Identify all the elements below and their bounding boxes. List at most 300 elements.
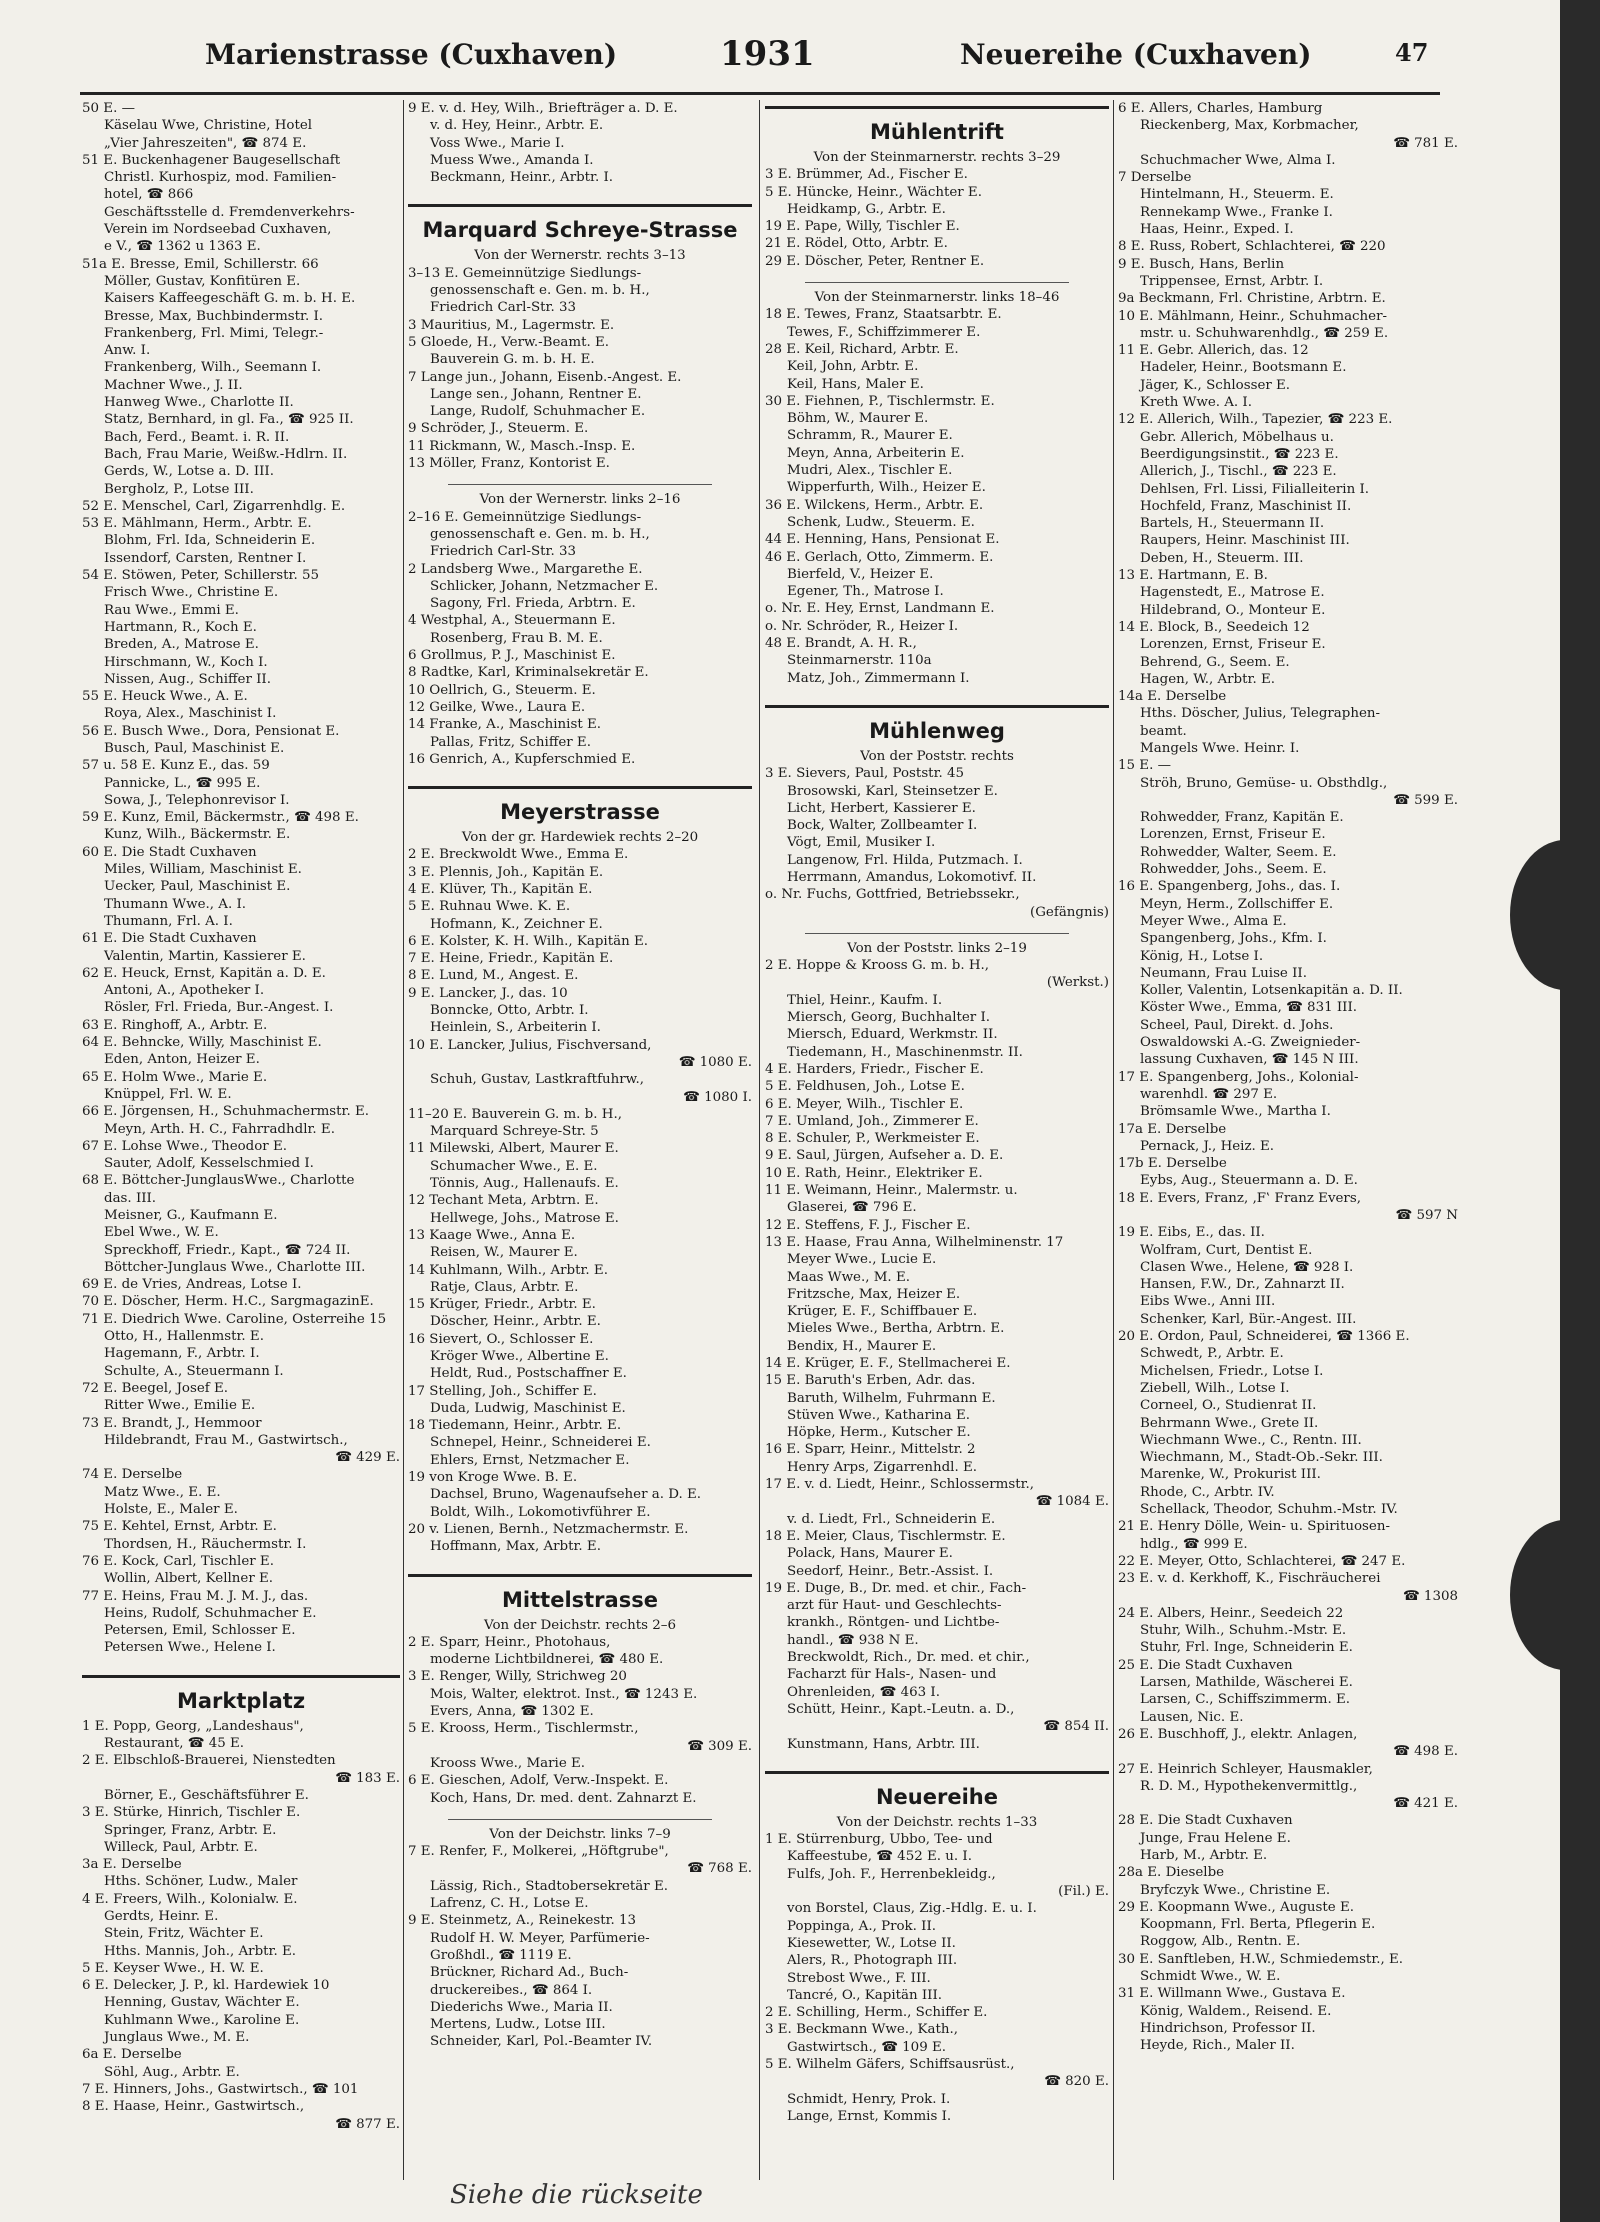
house-entry: 16 Sievert, O., Schlosser E. [408,1331,594,1347]
entry-continuation: ☎ 597 N [1395,1208,1458,1223]
resident-entry: Lausen, Nic. E. [1140,1709,1244,1725]
house-entry: 6 E. Allers, Charles, Hamburg [1118,101,1323,116]
resident-entry: Nissen, Aug., Schiffer II. [104,671,271,687]
entry-continuation: ☎ 498 E. [1393,1744,1458,1760]
resident-entry: Schellack, Theodor, Schuhm.-Mstr. IV. [1140,1502,1398,1518]
resident-entry: Börner, E., Geschäftsführer E. [104,1787,309,1803]
resident-entry: Bauverein G. m. b. H. E. [430,352,595,368]
street-heading: Meyerstrasse [408,786,752,829]
house-entry: 8 E. Russ, Robert, Schlachterei, ☎ 220 [1118,239,1386,255]
resident-entry: Boldt, Wilh., Lokomotivführer E. [430,1504,651,1520]
resident-entry: Junge, Frau Helene E. [1140,1830,1291,1846]
house-entry: 21 E. Henry Dölle, Wein- u. Spirituosen- [1118,1519,1390,1535]
resident-entry: Rösler, Frl. Frieda, Bur.-Angest. I. [104,1000,334,1016]
resident-entry: Frankenberg, Wilh., Seemann I. [104,360,322,376]
resident-entry: Eden, Anton, Heizer E. [104,1052,260,1068]
resident-entry: Pallas, Fritz, Schiffer E. [430,734,591,750]
resident-entry: Meyer Wwe., Alma E. [1140,913,1287,929]
resident-entry: Kiesewetter, W., Lotse II. [787,1935,956,1951]
resident-entry: Beerdigungsinstit., ☎ 223 E. [1140,446,1339,462]
resident-entry: Wiechmann, M., Stadt-Ob.-Sekr. III. [1140,1450,1383,1466]
entry-continuation: ☎ 183 E. [335,1770,400,1786]
resident-entry: Eybs, Aug., Steuermann a. D. E. [1140,1173,1358,1189]
resident-entry: Lorenzen, Ernst, Friseur E. [1140,637,1326,653]
resident-entry: Marquard Schreye-Str. 5 [430,1124,599,1140]
resident-entry: Gastwirtsch., ☎ 109 E. [787,2039,947,2055]
house-entry: 27 E. Heinrich Schleyer, Hausmakler, [1118,1761,1373,1777]
resident-entry: Christl. Kurhospiz, mod. Familien- [104,170,337,186]
house-entry: 65 E. Holm Wwe., Marie E. [82,1069,268,1085]
resident-entry: Heins, Rudolf, Schuhmacher E. [104,1605,317,1621]
house-entry: 19 E. Eibs, E., das. II. [1118,1225,1265,1241]
resident-entry: Lässig, Rich., Stadtobersekretär E. [430,1878,668,1894]
house-entry: 6 E. Meyer, Wilh., Tischler E. [765,1096,964,1112]
resident-entry: Schuh, Gustav, Lastkraftfuhrw., [430,1072,645,1088]
resident-entry: Mudri, Alex., Tischler E. [787,463,953,479]
resident-entry: Meyer Wwe., Lucie E. [787,1252,937,1268]
house-entry: 2 E. Schilling, Herm., Schiffer E. [765,2005,988,2021]
resident-entry: Hellwege, Johs., Matrose E. [430,1210,619,1226]
house-entry: 5 E. Feldhusen, Joh., Lotse E. [765,1079,965,1095]
section-note: Von der Deichstr. rechts 2–6 [484,1617,676,1633]
resident-entry: Junglaus Wwe., M. E. [104,2030,250,2046]
house-entry: 1 E. Popp, Georg, „Landeshaus", [82,1718,304,1734]
resident-entry: Anw. I. [104,343,151,359]
column-divider [1113,100,1114,2180]
house-entry: 5 E. Hüncke, Heinr., Wächter E. [765,184,982,200]
resident-entry: Keil, John, Arbtr. E. [787,359,919,375]
resident-entry: Evers, Anna, ☎ 1302 E. [430,1704,594,1720]
resident-entry: Petersen Wwe., Helene I. [104,1640,276,1656]
resident-entry: Haas, Heinr., Exped. I. [1140,222,1294,238]
resident-entry: Breckwoldt, Rich., Dr. med. et chir., [787,1650,1030,1666]
house-entry: 52 E. Menschel, Carl, Zigarrenhdlg. E. [82,498,346,514]
resident-entry: Hansen, F.W., Dr., Zahnarzt II. [1140,1277,1345,1293]
house-entry: o. Nr. E. Hey, Ernst, Landmann E. [765,601,995,617]
street-heading: Marktplatz [82,1675,400,1718]
resident-entry: Schmidt, Henry, Prok. I. [787,2091,951,2107]
resident-entry: Sagony, Frl. Frieda, Arbtrn. E. [430,596,636,612]
entry-continuation: ☎ 854 II. [1043,1719,1109,1735]
house-entry: 77 E. Heins, Frau M. J. M. J., das. [82,1588,309,1604]
resident-entry: Glaserei, ☎ 796 E. [787,1200,917,1216]
house-entry: 5 E. Ruhnau Wwe. K. E. [408,899,571,915]
entry-continuation: ☎ 309 E. [687,1738,752,1754]
resident-entry: Keil, Hans, Maler E. [787,376,924,392]
resident-entry: Polack, Hans, Maurer E. [787,1546,953,1562]
house-entry: 9 E. v. d. Hey, Wilh., Briefträger a. D. E. [408,101,678,116]
house-entry: 3 E. Renger, Willy, Strichweg 20 [408,1669,627,1685]
resident-entry: Frisch Wwe., Christine E. [104,585,279,601]
resident-entry: Wiechmann Wwe., C., Rentn. III. [1140,1432,1362,1448]
resident-entry: Geschäftsstelle d. Fremdenverkehrs- [104,204,355,220]
house-entry: 28a E. Dieselbe [1118,1865,1225,1881]
resident-entry: Lafrenz, C. H., Lotse E. [430,1896,589,1912]
house-entry: 73 E. Brandt, J., Hemmoor [82,1415,262,1431]
house-entry: o. Nr. Fuchs, Gottfried, Betriebssekr., [765,887,1020,903]
resident-entry: das. III. [104,1190,157,1206]
resident-entry: Rau Wwe., Emmi E. [104,602,239,618]
house-entry: 9 Schröder, J., Steuerm. E. [408,421,589,437]
resident-entry: Schenk, Ludw., Steuerm. E. [787,514,975,530]
resident-entry: hotel, ☎ 866 [104,187,194,203]
resident-entry: Koller, Valentin, Lotsenkapitän a. D. II. [1140,983,1403,999]
resident-entry: Machner Wwe., J. II. [104,377,243,393]
resident-entry: Vögt, Emil, Musiker I. [787,835,936,851]
resident-entry: Friedrich Carl-Str. 33 [430,544,577,560]
house-entry: 62 E. Heuck, Ernst, Kapitän a. D. E. [82,965,326,981]
resident-entry: Bock, Walter, Zollbeamter I. [787,818,978,834]
house-entry: 6 E. Delecker, J. P., kl. Hardewiek 10 [82,1978,330,1994]
resident-entry: Rhode, C., Arbtr. IV. [1140,1484,1275,1500]
resident-entry: Mois, Walter, elektrot. Inst., ☎ 1243 E. [430,1686,698,1702]
binder-hole [1510,1520,1560,1670]
resident-entry: Allerich, J., Tischl., ☎ 223 E. [1140,464,1337,480]
house-entry: 16 E. Spangenberg, Johs., das. I. [1118,879,1341,895]
entry-continuation: ☎ 1080 I. [683,1089,752,1105]
resident-entry: Rosenberg, Frau B. M. E. [430,630,603,646]
house-entry: 61 E. Die Stadt Cuxhaven [82,931,257,947]
section-note: Von der gr. Hardewiek rechts 2–20 [461,830,699,846]
house-entry: 9 E. Steinmetz, A., Reinekestr. 13 [408,1913,637,1929]
resident-entry: Hagen, W., Arbtr. E. [1140,671,1275,687]
resident-entry: Wipperfurth, Wilh., Heizer E. [787,480,986,496]
house-entry: 14 Franke, A., Maschinist E. [408,717,602,733]
resident-entry: Hochfeld, Franz, Maschinist II. [1140,498,1352,514]
resident-entry: Hagenstedt, E., Matrose E. [1140,585,1325,601]
resident-entry: Langenow, Frl. Hilda, Putzmach. I. [787,852,1023,868]
house-entry: 7 E. Heine, Friedr., Kapitän E. [408,951,614,967]
house-entry: 29 E. Koopmann Wwe., Auguste E. [1118,1899,1354,1915]
house-entry: 1 E. Stürrenburg, Ubbo, Tee- und [765,1832,993,1848]
resident-entry: Rohwedder, Johs., Seem. E. [1140,862,1327,878]
house-entry: 5 Gloede, H., Verw.-Beamt. E. [408,334,609,350]
resident-entry: Bryfczyk Wwe., Christine E. [1140,1882,1331,1898]
resident-entry: Spreckhoff, Friedr., Kapt., ☎ 724 II. [104,1242,351,1258]
house-entry: 30 E. Sanftleben, H.W., Schmiedemstr., E. [1118,1951,1404,1967]
house-entry: 64 E. Behncke, Willy, Maschinist E. [82,1035,322,1051]
resident-entry: Schneider, Karl, Pol.-Beamter IV. [430,2034,653,2050]
street-heading: Mittelstrasse [408,1574,752,1617]
house-entry: 21 E. Rödel, Otto, Arbtr. E. [765,236,948,252]
resident-entry: Böhm, W., Maurer E. [787,411,929,427]
resident-entry: Möller, Gustav, Konfitüren E. [104,273,301,289]
resident-entry: Thumann Wwe., A. I. [104,896,247,912]
house-entry: 12 Techant Meta, Arbtrn. E. [408,1193,599,1209]
resident-entry: Schnepel, Heinr., Schneiderei E. [430,1435,651,1451]
resident-entry: Eibs Wwe., Anni III. [1140,1294,1276,1310]
resident-entry: Hintelmann, H., Steuerm. E. [1140,187,1334,203]
binder-hole [1510,840,1560,990]
house-entry: 14 E. Krüger, E. F., Stellmacherei E. [765,1356,1011,1371]
resident-entry: Lange, Rudolf, Schuhmacher E. [430,404,646,420]
column-1 [82,100,400,2133]
resident-entry: Scheel, Paul, Direkt. d. Johs. [1140,1017,1334,1033]
resident-entry: Pernack, J., Heiz. E. [1140,1138,1275,1154]
house-entry: 11 E. Weimann, Heinr., Malermstr. u. [765,1183,1018,1199]
house-entry: 72 E. Beegel, Josef E. [82,1380,229,1396]
resident-entry: Hagemann, F., Arbtr. I. [104,1346,260,1362]
house-entry: 7 E. Renfer, F., Molkerei, „Höftgrube", [408,1844,669,1860]
resident-entry: Michelsen, Friedr., Lotse I. [1140,1363,1324,1379]
resident-entry: Bresse, Max, Buchbindermstr. I. [104,308,324,324]
house-entry: 11 Milewski, Albert, Maurer E. [408,1141,619,1157]
house-entry: 8 E. Schuler, P., Werkmeister E. [765,1131,980,1147]
resident-entry: Dehlsen, Frl. Lissi, Filialleiterin I. [1140,481,1370,497]
house-entry: 2–16 E. Gemeinnützige Siedlungs- [408,509,642,525]
street-heading: Neuereihe [765,1771,1109,1814]
resident-entry: e V., ☎ 1362 u 1363 E. [104,239,261,255]
house-entry: 55 E. Heuck Wwe., A. E. [82,689,248,705]
house-entry: 12 Geilke, Wwe., Laura E. [408,699,586,715]
resident-entry: Heldt, Rud., Postschaffner E. [430,1366,627,1382]
resident-entry: Thiel, Heinr., Kaufm. I. [787,992,943,1008]
house-entry: 7 E. Hinners, Johs., Gastwirtsch., ☎ 101 [82,2081,359,2097]
resident-entry: moderne Lichtbildnerei, ☎ 480 E. [430,1652,664,1668]
resident-entry: Kunz, Wilh., Bäckermstr. E. [104,827,291,843]
house-entry: 11 E. Gebr. Allerich, das. 12 [1118,343,1309,359]
resident-entry: Stüven Wwe., Katharina E. [787,1407,971,1423]
house-entry: 5 E. Wilhelm Gäfers, Schiffsausrüst., [765,2056,1015,2072]
house-entry: 5 E. Keyser Wwe., H. W. E. [82,1960,264,1976]
resident-entry: Herrmann, Amandus, Lokomotivf. II. [787,869,1037,885]
house-entry: 31 E. Willmann Wwe., Gustava E. [1118,1986,1346,2002]
house-entry: 16 E. Sparr, Heinr., Mittelstr. 2 [765,1442,976,1458]
house-entry: 14 E. Block, B., Seedeich 12 [1118,619,1310,635]
resident-entry: Hindrichson, Professor II. [1140,2020,1316,2036]
house-entry: 2 E. Sparr, Heinr., Photohaus, [408,1634,611,1650]
resident-entry: Bach, Frau Marie, Weißw.-Hdlrn. II. [104,446,348,462]
entry-continuation: (Gefängnis) [1030,904,1109,920]
entry-continuation: ☎ 429 E. [335,1450,400,1466]
house-entry: 2 E. Hoppe & Krooss G. m. b. H., [765,958,990,974]
resident-entry: Springer, Franz, Arbtr. E. [104,1822,277,1838]
resident-entry: Duda, Ludwig, Maschinist E. [430,1400,626,1416]
resident-entry: Schmidt Wwe., W. E. [1140,1969,1281,1985]
house-entry: 48 E. Brandt, A. H. R., [765,636,917,652]
resident-entry: Deben, H., Steuerm. III. [1140,550,1304,566]
resident-entry: Otto, H., Hallenmstr. E. [104,1329,264,1345]
entry-continuation: ☎ 877 E. [335,2116,400,2132]
house-entry: 56 E. Busch Wwe., Dora, Pensionat E. [82,723,340,739]
resident-entry: Stein, Fritz, Wächter E. [104,1926,264,1942]
resident-entry: Reisen, W., Maurer E. [430,1245,578,1261]
street-heading: Mühlenweg [765,705,1109,748]
house-entry: 19 von Kroge Wwe. B. E. [408,1470,578,1486]
resident-entry: Kaffeestube, ☎ 452 E. u. I. [787,1849,972,1865]
resident-entry: Schramm, R., Maurer E. [787,428,953,444]
house-entry: 11 Rickmann, W., Masch.-Insp. E. [408,438,636,454]
resident-entry: Pannicke, L., ☎ 995 E. [104,775,261,791]
resident-entry: Meyn, Herm., Zollschiffer E. [1140,896,1334,912]
resident-entry: Rudolf H. W. Meyer, Parfümerie- [430,1930,650,1946]
resident-entry: Fritzsche, Max, Heizer E. [787,1286,961,1302]
house-entry: 3 E. Beckmann Wwe., Kath., [765,2022,959,2038]
house-entry: 2 E. Elbschloß-Brauerei, Nienstedten [82,1753,336,1769]
resident-entry: Behrend, G., Seem. E. [1140,654,1290,670]
resident-entry: Blohm, Frl. Ida, Schneiderin E. [104,533,316,549]
resident-entry: Tewes, F., Schiffzimmerer E. [787,324,981,340]
resident-entry: Hanweg Wwe., Charlotte II. [104,395,294,411]
house-entry: 6 E. Gieschen, Adolf, Verw.-Inspekt. E. [408,1773,669,1789]
resident-entry: Kröger Wwe., Albertine E. [430,1349,609,1364]
house-entry: 71 E. Diedrich Wwe. Caroline, Osterreihe 15 [82,1311,387,1327]
resident-entry: Schuchmacher Wwe, Alma I. [1140,152,1336,168]
resident-entry: Bach, Ferd., Beamt. i. R. II. [104,429,290,445]
house-entry: 18 Tiedemann, Heinr., Arbtr. E. [408,1418,622,1434]
resident-entry: Egener, Th., Matrose I. [787,584,944,600]
house-entry: 8 E. Lund, M., Angest. E. [408,968,579,984]
resident-entry: Roggow, Alb., Rentn. E. [1140,1934,1301,1950]
section-note: Von der Poststr. links 2–19 [805,933,1069,957]
house-entry: 9 E. Busch, Hans, Berlin [1118,256,1285,272]
resident-entry: Mertens, Ludw., Lotse III. [430,2017,606,2033]
house-entry: 46 E. Gerlach, Otto, Zimmerm. E. [765,549,994,565]
resident-entry: Henry Arps, Zigarrenhdl. E. [787,1459,977,1475]
header-left-street: Marienstrasse (Cuxhaven) [205,38,618,71]
house-entry: 10 E. Mählmann, Heinr., Schuhmacher- [1118,308,1388,324]
resident-entry: Miersch, Georg, Buchhalter I. [787,1010,990,1026]
resident-entry: Brosowski, Karl, Steinsetzer E. [787,783,998,799]
house-entry: 75 E. Kehtel, Ernst, Arbtr. E. [82,1519,277,1535]
resident-entry: Miersch, Eduard, Werkmstr. II. [787,1027,998,1043]
house-entry: 20 E. Ordon, Paul, Schneiderei, ☎ 1366 E. [1118,1329,1410,1345]
resident-entry: Döscher, Heinr., Arbtr. E. [430,1314,601,1330]
resident-entry: Stuhr, Wilh., Schuhm.-Mstr. E. [1140,1623,1347,1639]
house-entry: 22 E. Meyer, Otto, Schlachterei, ☎ 247 E. [1118,1553,1406,1569]
house-entry: 15 E. — [1118,758,1171,774]
resident-entry: Schlicker, Johann, Netzmacher E. [430,578,659,594]
resident-entry: Kunstmann, Hans, Arbtr. III. [787,1736,980,1752]
house-entry: 17 Stelling, Joh., Schiffer E. [408,1383,597,1399]
resident-entry: „Vier Jahreszeiten", ☎ 874 E. [104,135,307,151]
resident-entry: Ehlers, Ernst, Netzmacher E. [430,1452,630,1468]
resident-entry: Fulfs, Joh. F., Herrenbekleidg., [787,1866,996,1882]
resident-entry: Jäger, K., Schlosser E. [1140,377,1291,393]
resident-entry: Gerdts, Heinr. E. [104,1908,219,1924]
house-entry: 29 E. Döscher, Peter, Rentner E. [765,253,985,269]
resident-entry: Hartmann, R., Koch E. [104,619,257,635]
house-entry: 51 E. Buckenhagener Baugesellschaft [82,152,341,168]
house-entry: 54 E. Stöwen, Peter, Schillerstr. 55 [82,568,320,584]
house-entry: 19 E. Pape, Willy, Tischler E. [765,219,960,235]
entry-continuation: (Fil.) E. [1058,1884,1109,1900]
resident-entry: Stuhr, Frl. Inge, Schneiderin E. [1140,1640,1353,1656]
house-entry: 23 E. v. d. Kerkhoff, K., Fischräucherei [1118,1571,1381,1587]
house-entry: 3 E. Stürke, Hinrich, Tischler E. [82,1805,301,1821]
handwritten-note: Siehe die rückseite [450,2180,703,2210]
resident-entry: Matz Wwe., E. E. [104,1484,221,1500]
resident-entry: Ratje, Claus, Arbtr. E. [430,1279,579,1295]
resident-entry: Miles, William, Maschinist E. [104,862,302,878]
house-entry: 3 E. Sievers, Paul, Poststr. 45 [765,766,965,782]
house-entry: 3–13 E. Gemeinnützige Siedlungs- [408,265,642,281]
resident-entry: Statz, Bernhard, in gl. Fa., ☎ 925 II. [104,412,354,428]
house-entry: 4 E. Klüver, Th., Kapitän E. [408,881,593,897]
resident-entry: Knüppel, Frl. W. E. [104,1086,232,1102]
house-entry: 14 Kuhlmann, Wilh., Arbtr. E. [408,1262,608,1278]
resident-entry: Hths. Döscher, Julius, Telegraphen- [1140,706,1381,722]
resident-entry: Uecker, Paul, Maschinist E. [104,879,291,895]
house-entry: 13 Kaage Wwe., Anna E. [408,1227,576,1243]
resident-entry: genossenschaft e. Gen. m. b. H., [430,283,650,299]
resident-entry: Hadeler, Heinr., Bootsmann E. [1140,360,1347,376]
section-note: Von der Wernerstr. links 2–16 [448,484,712,508]
house-entry: 53 E. Mählmann, Herm., Arbtr. E. [82,516,312,532]
resident-entry: Bartels, H., Steuermann II. [1140,516,1325,532]
resident-entry: Wolfram, Curt, Dentist E. [1140,1242,1313,1258]
resident-entry: Clasen Wwe., Helene, ☎ 928 I. [1140,1259,1354,1275]
house-entry: 60 E. Die Stadt Cuxhaven [82,844,257,860]
resident-entry: Mieles Wwe., Bertha, Arbtrn. E. [787,1321,1005,1337]
resident-entry: Corneel, O., Studienrat II. [1140,1398,1317,1414]
resident-entry: Schumacher Wwe., E. E. [430,1158,598,1174]
resident-entry: v. d. Liedt, Frl., Schneiderin E. [787,1511,996,1527]
resident-entry: Seedorf, Heinr., Betr.-Assist. I. [787,1563,994,1579]
resident-entry: mstr. u. Schuhwarenhdlg., ☎ 259 E. [1140,325,1389,341]
entry-continuation: ☎ 1084 E. [1035,1494,1109,1510]
resident-entry: Steinmarnerstr. 110a [787,653,932,669]
resident-entry: Alers, R., Photograph III. [787,1953,958,1969]
resident-entry: Ebel Wwe., W. E. [104,1225,219,1241]
spacer [408,1556,752,1568]
house-entry: 2 E. Breckwoldt Wwe., Emma E. [408,847,629,863]
resident-entry: Käselau Wwe, Christine, Hotel [104,118,313,134]
house-entry: 12 E. Allerich, Wilh., Tapezier, ☎ 223 E. [1118,412,1393,428]
house-entry: 4 E. Freers, Wilh., Kolonialw. E. [82,1891,298,1907]
resident-entry: Frankenberg, Frl. Mimi, Telegr.- [104,325,324,341]
section-note: Von der Steinmarnerstr. rechts 3–29 [813,150,1061,165]
resident-entry: Issendorf, Carsten, Rentner I. [104,550,307,566]
house-entry: 4 E. Harders, Friedr., Fischer E. [765,1061,984,1077]
resident-entry: Hildebrand, O., Monteur E. [1140,602,1326,618]
resident-entry: Henning, Gustav, Wächter E. [104,1995,300,2011]
house-entry: 5 E. Krooss, Herm., Tischlermstr., [408,1721,639,1737]
resident-entry: Rohwedder, Walter, Seem. E. [1140,844,1337,860]
resident-entry: Busch, Paul, Maschinist E. [104,740,285,756]
resident-entry: genossenschaft e. Gen. m. b. H., [430,526,650,542]
house-entry: 13 Möller, Franz, Kontorist E. [408,456,610,472]
resident-entry: Bierfeld, V., Heizer E. [787,566,934,582]
house-entry: 66 E. Jörgensen, H., Schuhmachermstr. E. [82,1104,370,1120]
resident-entry: lassung Cuxhaven, ☎ 145 N III. [1140,1052,1359,1068]
house-entry: 59 E. Kunz, Emil, Bäckermstr., ☎ 498 E. [82,810,359,826]
house-entry: 28 E. Die Stadt Cuxhaven [1118,1813,1293,1829]
resident-entry: Harb, M., Arbtr. E. [1140,1847,1268,1863]
house-entry: 8 E. Haase, Heinr., Gastwirtsch., [82,2099,305,2115]
resident-entry: Petersen, Emil, Schlosser E. [104,1623,296,1639]
house-entry: 51a E. Bresse, Emil, Schillerstr. 66 [82,256,319,272]
resident-entry: Hths. Mannis, Joh., Arbtr. E. [104,1943,296,1959]
resident-entry: arzt für Haut- und Geschlechts- [787,1598,1002,1614]
resident-entry: Krüger, E. F., Schiffbauer E. [787,1304,978,1320]
resident-entry: Rennekamp Wwe., Franke I. [1140,204,1333,220]
resident-entry: Großhdl., ☎ 1119 E. [430,1947,572,1963]
house-entry: 13 E. Haase, Frau Anna, Wilhelminenstr. 17 [765,1234,1064,1250]
entry-continuation: ☎ 820 E. [1044,2074,1109,2090]
house-entry: 12 E. Steffens, F. J., Fischer E. [765,1217,971,1233]
house-entry: 20 v. Lienen, Bernh., Netzmachermstr. E. [408,1521,689,1537]
resident-entry: Heyde, Rich., Maler II. [1140,2038,1295,2054]
resident-entry: Kuhlmann Wwe., Karoline E. [104,2012,300,2028]
house-entry: 17b E. Derselbe [1118,1156,1227,1172]
house-entry: 24 E. Albers, Heinr., Seedeich 22 [1118,1605,1344,1621]
resident-entry: Köster Wwe., Emma, ☎ 831 III. [1140,1000,1358,1016]
house-entry: 10 E. Rath, Heinr., Elektriker E. [765,1165,983,1181]
house-entry: 3 E. Brümmer, Ad., Fischer E. [765,167,968,183]
resident-entry: Rieckenberg, Max, Korbmacher, [1140,118,1359,134]
resident-entry: Höpke, Herm., Kutscher E. [787,1425,971,1441]
